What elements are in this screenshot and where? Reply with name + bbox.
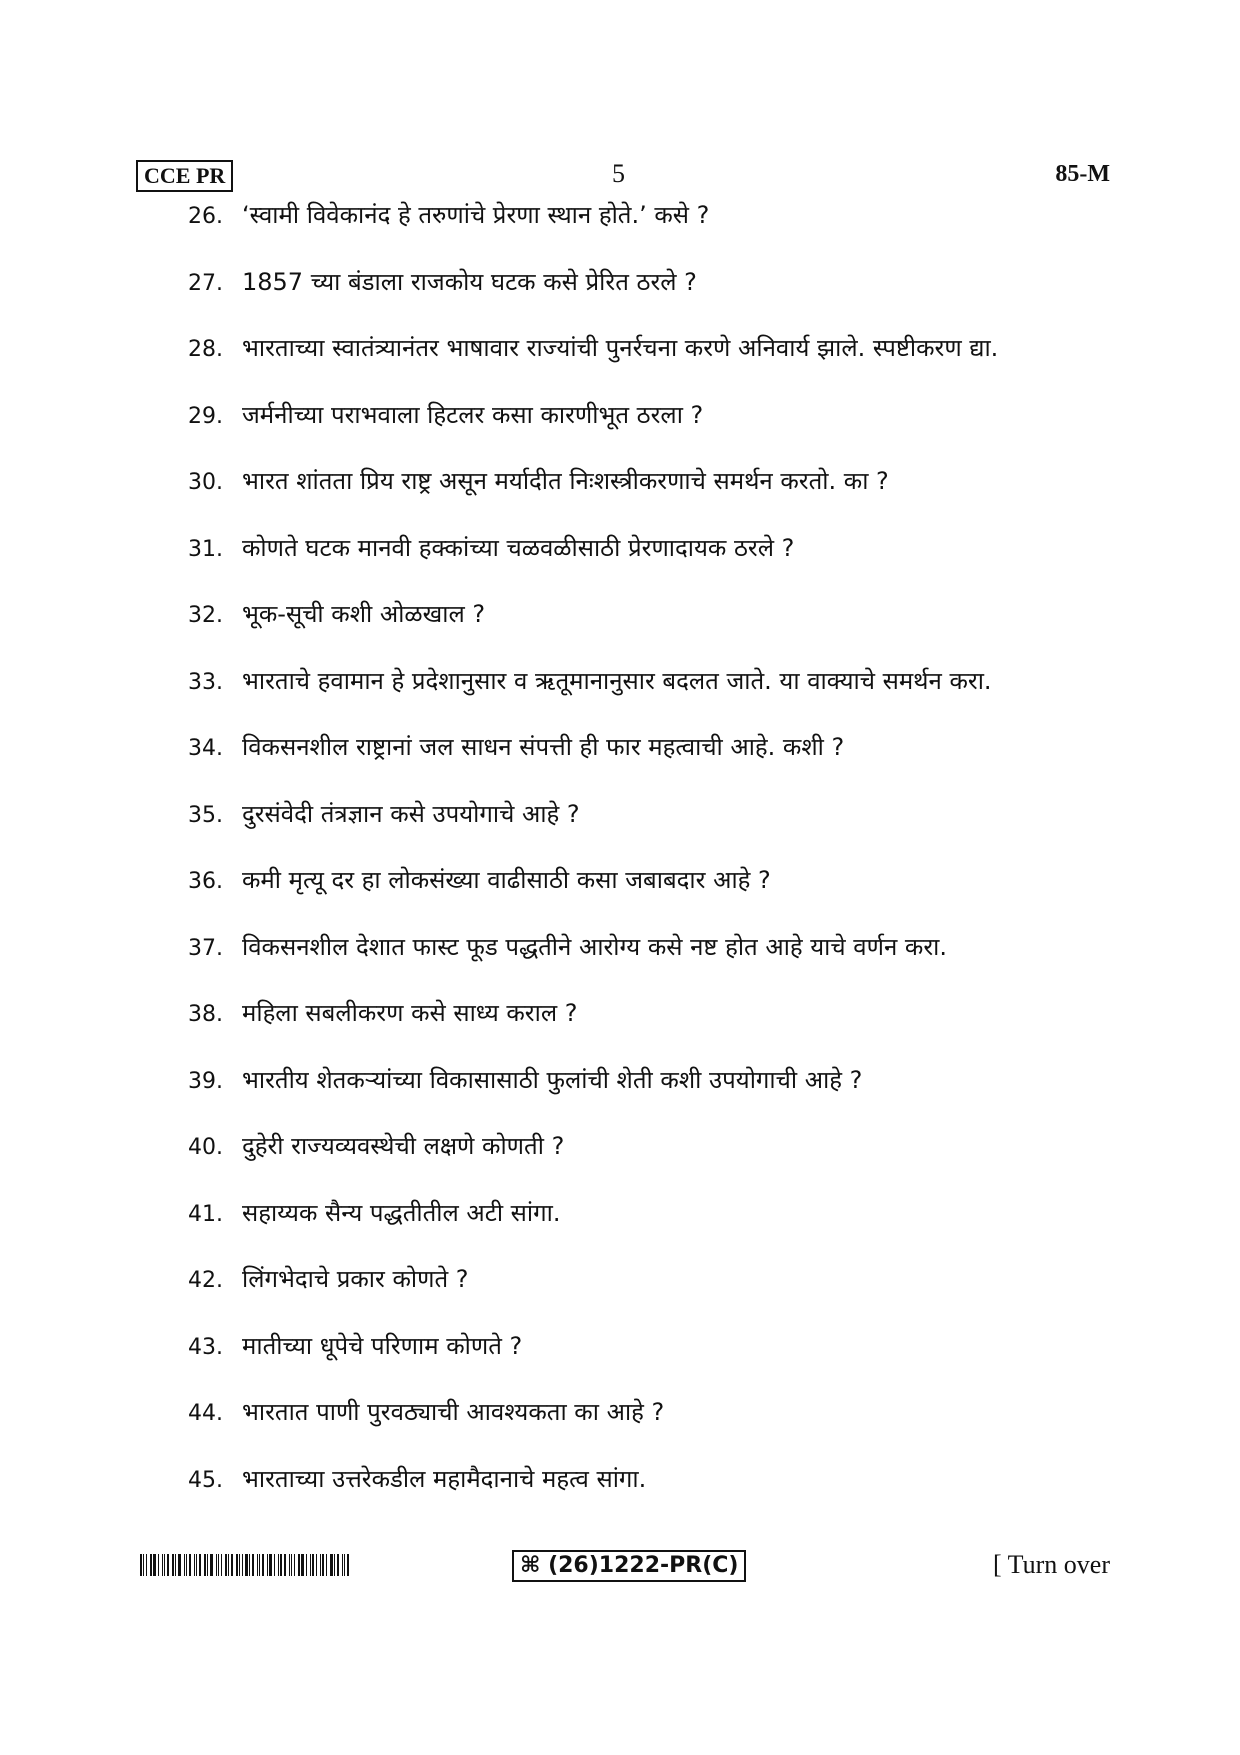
question-text: भारतात पाणी पुरवठ्याची आवश्यकता का आहे ? xyxy=(242,1398,665,1426)
question-number: 40. xyxy=(188,1135,223,1160)
barcode-image xyxy=(140,1554,352,1576)
footer-code-box: ⌘ (26)1222-PR(C) xyxy=(512,1550,746,1582)
question-text: मातीच्या धूपेचे परिणाम कोणते ? xyxy=(242,1331,523,1360)
question-item xyxy=(188,395,703,435)
question-text: ‘स्वामी विवेकानंद हे तरुणांचे प्रेरणा स्थान होते.’ कसे ? xyxy=(242,201,710,229)
question-text: भारत शांतता प्रिय राष्ट्र असून मर्यादीत निःशस्त्रीकरणाचे समर्थन करतो. का ? xyxy=(242,467,889,495)
question-text: लिंगभेदाचे प्रकार कोणते ? xyxy=(242,1265,469,1293)
question-text: विकसनशील देशात फास्ट फूड पद्धतीने आरोग्य कसे नष्ट होत आहे याचे वर्णन करा. xyxy=(242,932,947,961)
page-footer xyxy=(140,1548,1110,1588)
question-number: 33. xyxy=(188,669,223,695)
question-text: कोणते घटक मानवी हक्कांच्या चळवळीसाठी प्रेरणादायक ठरले ? xyxy=(242,533,795,562)
question-item xyxy=(188,993,577,1033)
question-number: 41. xyxy=(188,1201,223,1227)
question-number: 43. xyxy=(188,1334,223,1360)
question-item xyxy=(188,528,794,568)
paper-code: 85-M xyxy=(1055,161,1110,187)
question-number: 44. xyxy=(188,1401,223,1426)
page-number: 5 xyxy=(612,159,625,188)
question-item xyxy=(188,794,580,834)
question-text: दुहेरी राज्यव्यवस्थेची लक्षणे कोणती ? xyxy=(242,1132,565,1160)
question-item xyxy=(188,1259,469,1299)
question-number: 42. xyxy=(188,1268,223,1293)
question-item xyxy=(188,1459,646,1499)
question-number: 27. xyxy=(188,270,223,296)
question-item xyxy=(188,594,485,634)
question-number: 38. xyxy=(188,1002,223,1027)
question-number: 32. xyxy=(188,603,223,628)
question-number: 31. xyxy=(188,536,223,562)
question-item xyxy=(188,461,889,501)
question-text: भूक-सूची कशी ओळखाल ? xyxy=(242,600,486,628)
question-number: 34. xyxy=(188,736,223,761)
question-number: 28. xyxy=(188,337,223,362)
question-text: भारताच्या स्वातंत्र्यानंतर भाषावार राज्यांची पुनर्रचना करणे अनिवार्य झाले. स्पष्टीकरण द्या. xyxy=(242,334,999,362)
question-number: 45. xyxy=(188,1467,223,1493)
question-number: 29. xyxy=(188,403,223,429)
question-text: सहाय्यक सैन्य पद्धतीतील अटी सांगा. xyxy=(242,1198,561,1227)
question-text: भारतीय शेतकऱ्यांच्या विकासासाठी फुलांची शेती कशी उपयोगाची आहे ? xyxy=(242,1065,863,1094)
question-number: 36. xyxy=(188,869,223,894)
question-text: महिला सबलीकरण कसे साध्य कराल ? xyxy=(242,999,578,1027)
page-header xyxy=(136,160,1110,190)
question-text: भारताचे हवामान हे प्रदेशानुसार व ऋतूमानानुसार बदलत जाते. या वाक्याचे समर्थन करा. xyxy=(242,666,992,695)
exam-code-box: CCE PR xyxy=(136,160,233,192)
question-number: 39. xyxy=(188,1068,223,1094)
question-item xyxy=(188,1193,560,1233)
question-text: 1857 च्या बंडाला राजकोय घटक कसे प्रेरित ठरले ? xyxy=(242,267,697,296)
question-item xyxy=(188,727,844,767)
question-item xyxy=(188,927,947,967)
turn-over-note: [ Turn over xyxy=(992,1550,1110,1579)
question-item xyxy=(188,195,709,235)
question-item xyxy=(188,328,998,368)
question-number: 35. xyxy=(188,802,223,828)
question-text: जर्मनीच्या पराभवाला हिटलर कसा कारणीभूत ठरला ? xyxy=(242,400,704,429)
question-item xyxy=(188,1392,664,1432)
question-item xyxy=(188,262,697,302)
question-item xyxy=(188,661,992,701)
question-text: विकसनशील राष्ट्रानां जल साधन संपत्ती ही फार महत्वाची आहे. कशी ? xyxy=(242,733,845,761)
question-item xyxy=(188,1126,564,1166)
question-number: 37. xyxy=(188,935,223,961)
question-number: 26. xyxy=(188,204,223,229)
question-text: कमी मृत्यू दर हा लोकसंख्या वाढीसाठी कसा जबाबदार आहे ? xyxy=(242,866,771,894)
question-item xyxy=(188,1060,862,1100)
question-text: भारताच्या उत्तरेकडील महामैदानाचे महत्व सांगा. xyxy=(242,1464,647,1493)
question-text: दुरसंवेदी तंत्रज्ञान कसे उपयोगाचे आहे ? xyxy=(242,799,580,828)
question-number: 30. xyxy=(188,470,223,495)
question-item xyxy=(188,1326,522,1366)
question-item xyxy=(188,860,771,900)
